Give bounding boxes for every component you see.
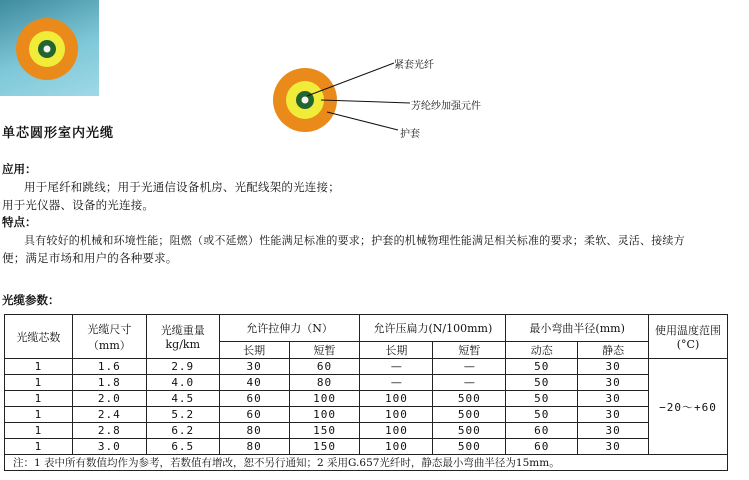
- cell-size: 1.8: [72, 375, 146, 391]
- thumb-fiber-core: [44, 46, 51, 53]
- header-bend-static: 静态: [578, 342, 649, 359]
- cell-bend-static: 30: [578, 439, 649, 455]
- cell-crush-long: 100: [360, 439, 433, 455]
- cell-size: 2.4: [72, 407, 146, 423]
- fiber-core: [302, 97, 309, 104]
- header-weight-line2: kg/km: [165, 338, 200, 351]
- header-crush-long: 长期: [360, 342, 433, 359]
- cell-tension-long: 80: [219, 439, 289, 455]
- header-weight: [146, 315, 219, 359]
- note-row: [5, 455, 728, 471]
- cell-tension-short: 100: [289, 407, 360, 423]
- table-row: [5, 391, 728, 407]
- spec-table: [4, 314, 728, 471]
- cell-bend-static: 30: [578, 391, 649, 407]
- cell-weight: 6.5: [146, 439, 219, 455]
- cell-tension-long: 80: [219, 423, 289, 439]
- header-tension-short: 短暂: [289, 342, 360, 359]
- cell-weight: 5.2: [146, 407, 219, 423]
- cell-weight: 2.9: [146, 359, 219, 375]
- header-size-line2: （mm）: [87, 338, 131, 352]
- leader-jacket: [327, 112, 398, 130]
- header-weight-line1: 光缆重量: [160, 324, 205, 337]
- cell-size: 2.0: [72, 391, 146, 407]
- cell-crush-short: —: [433, 375, 506, 391]
- cell-tension-long: 60: [219, 407, 289, 423]
- cell-bend-dynamic: 60: [506, 423, 578, 439]
- header-crush-short: 短暂: [433, 342, 506, 359]
- cell-weight: 4.5: [146, 391, 219, 407]
- cell-crush-short: 500: [433, 391, 506, 407]
- cell-temp-range: −20～+60: [649, 359, 728, 455]
- cell-tension-long: 40: [219, 375, 289, 391]
- cable-cross-section-thumbnail: [0, 0, 99, 96]
- header-temp: [649, 315, 728, 359]
- header-temp-line2: (°C): [676, 338, 700, 351]
- header-crush: 允许压扁力(N/100mm): [360, 315, 506, 342]
- cell-crush-short: 500: [433, 439, 506, 455]
- header-tension: 允许拉伸力（N）: [219, 315, 360, 342]
- features-line-1: 具有较好的机械和环境性能；阻燃（或不延燃）性能满足标准的要求；护套的机械物理性能满足相关标准的要求；柔软、灵活、接续方: [24, 234, 685, 247]
- cell-bend-dynamic: 50: [506, 375, 578, 391]
- cell-cores: 1: [5, 407, 73, 423]
- params-title: 光缆参数：: [2, 293, 60, 307]
- cell-cores: 1: [5, 391, 73, 407]
- cell-crush-long: —: [360, 359, 433, 375]
- cell-crush-long: 100: [360, 391, 433, 407]
- cell-crush-long: —: [360, 375, 433, 391]
- cell-bend-static: 30: [578, 375, 649, 391]
- cell-bend-dynamic: 60: [506, 439, 578, 455]
- cell-crush-short: 500: [433, 423, 506, 439]
- header-size-line1: 光缆尺寸: [87, 322, 132, 336]
- page-title: 单芯圆形室内光缆: [2, 126, 115, 141]
- cell-tension-short: 60: [289, 359, 360, 375]
- cell-cores: 1: [5, 375, 73, 391]
- cell-weight: 6.2: [146, 423, 219, 439]
- cell-tension-long: 30: [219, 359, 289, 375]
- cell-bend-dynamic: 50: [506, 407, 578, 423]
- table-row: [5, 359, 728, 375]
- label-jacket: 护套: [400, 129, 420, 140]
- table-row: [5, 407, 728, 423]
- table-row: [5, 423, 728, 439]
- label-tight-buffer: 紧套光纤: [394, 60, 434, 71]
- product-thumbnail: [0, 0, 99, 96]
- application-line-2: 用于光仪器、设备的光连接。: [2, 198, 155, 212]
- cell-tension-long: 60: [219, 391, 289, 407]
- cell-cores: 1: [5, 423, 73, 439]
- cell-crush-short: —: [433, 359, 506, 375]
- cell-size: 2.8: [72, 423, 146, 439]
- table-note: 注：1 表中所有数值均作为参考，若数值有增改，恕不另行通知；2 采用G.657光纤时，静态最小弯曲半径为15mm。: [5, 455, 728, 471]
- header-bend-dynamic: 动态: [506, 342, 578, 359]
- cell-crush-short: 500: [433, 407, 506, 423]
- features-line-2: 便；满足市场和用户的各种要求。: [2, 251, 178, 265]
- table-row: [5, 375, 728, 391]
- cell-crush-long: 100: [360, 423, 433, 439]
- cell-tension-short: 150: [289, 439, 360, 455]
- cell-weight: 4.0: [146, 375, 219, 391]
- header-bend: 最小弯曲半径(mm): [506, 315, 649, 342]
- cell-cores: 1: [5, 439, 73, 455]
- cell-bend-dynamic: 50: [506, 391, 578, 407]
- cell-bend-static: 30: [578, 359, 649, 375]
- cell-crush-long: 100: [360, 407, 433, 423]
- cell-size: 1.6: [72, 359, 146, 375]
- cell-bend-dynamic: 50: [506, 359, 578, 375]
- label-aramid: 芳纶纱加强元件: [411, 101, 481, 112]
- cell-tension-short: 150: [289, 423, 360, 439]
- header-temp-line1: 使用温度范围: [655, 324, 722, 337]
- cell-bend-static: 30: [578, 423, 649, 439]
- cell-size: 3.0: [72, 439, 146, 455]
- cell-tension-short: 80: [289, 375, 360, 391]
- header-size: [72, 315, 146, 359]
- header-cores: 光缆芯数: [5, 315, 73, 359]
- header-tension-long: 长期: [219, 342, 289, 359]
- table-row: [5, 439, 728, 455]
- features-heading: 特点：: [2, 215, 37, 229]
- cell-tension-short: 100: [289, 391, 360, 407]
- application-line-1: 用于尾纤和跳线；用于光通信设备机房、光配线架的光连接；: [24, 180, 340, 194]
- cell-bend-static: 30: [578, 407, 649, 423]
- application-heading: 应用：: [2, 162, 37, 176]
- cell-cores: 1: [5, 359, 73, 375]
